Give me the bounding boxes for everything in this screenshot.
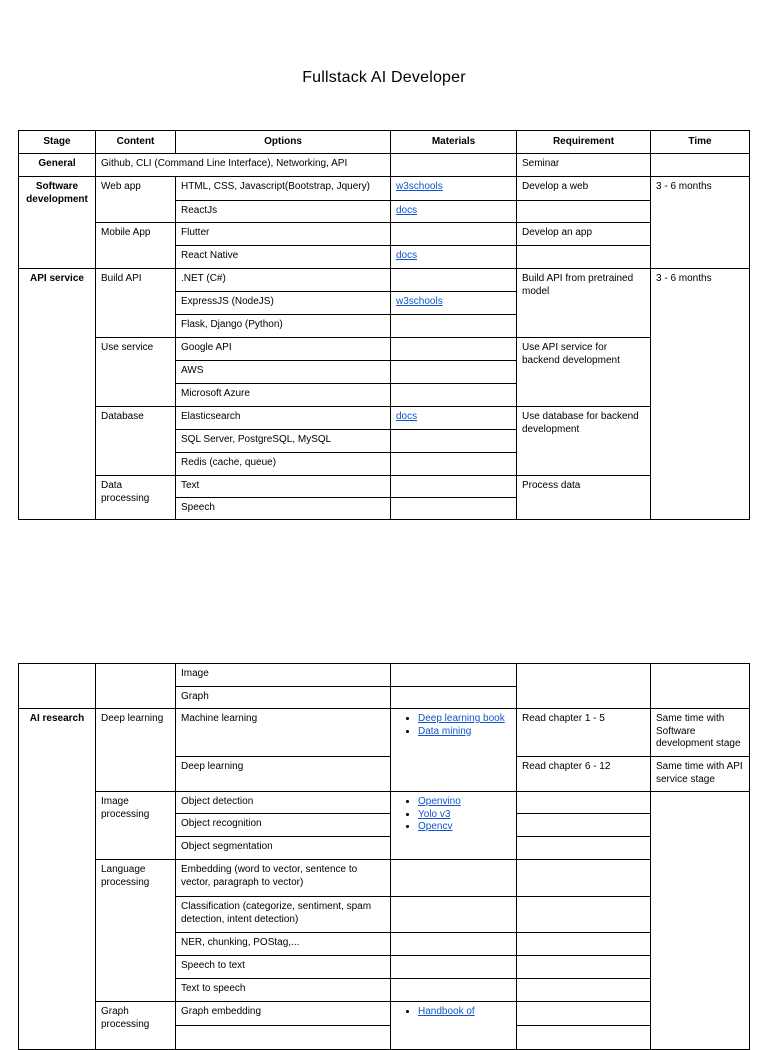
requirement-cell [517, 897, 651, 933]
option-cell: ExpressJS (NodeJS) [176, 292, 391, 315]
roadmap-table-page-2 [18, 663, 750, 1050]
table-row [19, 269, 750, 292]
header-materials: Materials [391, 131, 517, 154]
materials-cell [391, 246, 517, 269]
option-cell [176, 1026, 391, 1050]
table-row [19, 407, 750, 430]
openvino-link[interactable]: Openvino [418, 796, 461, 807]
option-cell: Object recognition [176, 814, 391, 837]
table-row [19, 177, 750, 201]
materials-cell [391, 453, 517, 476]
option-cell: Speech to text [176, 956, 391, 979]
requirement-web-app: Develop a web [517, 177, 651, 201]
content-mobile-app: Mobile App [96, 223, 176, 269]
requirement-cell: Read chapter 1 - 5 [517, 709, 651, 757]
option-cell: HTML, CSS, Javascript(Bootstrap, Jquery) [176, 177, 391, 201]
materials-cell [391, 292, 517, 315]
option-cell: Redis (cache, queue) [176, 453, 391, 476]
content-language-processing: Language processing [96, 860, 176, 1002]
table-row [19, 154, 750, 177]
option-cell: Microsoft Azure [176, 384, 391, 407]
option-cell: Deep learning [176, 757, 391, 792]
materials-cell [391, 384, 517, 407]
table-header-row [19, 131, 750, 154]
requirement-cell [517, 1002, 651, 1026]
option-cell: ReactJs [176, 201, 391, 223]
materials-cell [391, 223, 517, 246]
materials-cell [391, 979, 517, 1002]
requirement-mobile-app: Develop an app [517, 223, 651, 246]
handbook-link[interactable]: Handbook of [418, 1006, 475, 1017]
content-data-processing: Data processing [96, 476, 176, 520]
docs-link[interactable]: docs [396, 250, 418, 261]
requirement-cell [517, 837, 651, 860]
materials-image-processing [391, 792, 517, 860]
materials-list [396, 796, 511, 834]
option-cell: SQL Server, PostgreSQL, MySQL [176, 430, 391, 453]
requirement-cell [517, 1026, 651, 1050]
docs-link[interactable]: docs [396, 411, 418, 422]
requirement-cell [517, 956, 651, 979]
materials-cell [391, 956, 517, 979]
option-cell: Speech [176, 498, 391, 520]
option-cell: Graph [176, 687, 391, 709]
content-cell [96, 664, 176, 709]
table-row [19, 860, 750, 897]
option-cell: Flutter [176, 223, 391, 246]
header-content: Content [96, 131, 176, 154]
yolo-v3-link[interactable]: Yolo v3 [418, 808, 451, 820]
requirement-cell [517, 201, 651, 223]
materials-cell [391, 315, 517, 338]
deep-learning-book-link[interactable]: Deep learning book [418, 713, 505, 724]
content-web-app: Web app [96, 177, 176, 223]
content-build-api: Build API [96, 269, 176, 338]
requirement-cell [517, 979, 651, 1002]
table-row [19, 338, 750, 361]
materials-cell [391, 476, 517, 498]
requirement-general: Seminar [517, 154, 651, 177]
stage-general: General [19, 154, 96, 177]
requirement-database: Use database for backend development [517, 407, 651, 476]
stage-ai-research: AI research [19, 709, 96, 1050]
list-item [418, 1006, 511, 1019]
option-cell: Classification (categorize, sentiment, spam detection, intent detection) [176, 897, 391, 933]
requirement-cell [517, 933, 651, 956]
header-options: Options [176, 131, 391, 154]
table-row [19, 223, 750, 246]
materials-cell [391, 430, 517, 453]
option-cell: React Native [176, 246, 391, 269]
time-cell: Same time with API service stage [651, 757, 750, 792]
general-content: Github, CLI (Command Line Interface), Networking, API [96, 154, 391, 177]
docs-link[interactable]: docs [396, 205, 418, 216]
content-image-processing: Image processing [96, 792, 176, 860]
option-cell: Text [176, 476, 391, 498]
materials-cell [391, 361, 517, 384]
option-cell: NER, chunking, POStag,... [176, 933, 391, 956]
content-use-service: Use service [96, 338, 176, 407]
stage-api-service: API service [19, 269, 96, 520]
document-title: Fullstack AI Developer [302, 69, 466, 86]
option-cell: Graph embedding [176, 1002, 391, 1026]
time-api: 3 - 6 months [651, 269, 750, 520]
materials-cell [391, 201, 517, 223]
requirement-cell: Read chapter 6 - 12 [517, 757, 651, 792]
option-cell: Machine learning [176, 709, 391, 757]
table-row [19, 1002, 750, 1026]
materials-cell [391, 664, 517, 687]
header-time: Time [651, 131, 750, 154]
header-requirement: Requirement [517, 131, 651, 154]
requirement-cell [517, 814, 651, 837]
table-row [19, 664, 750, 687]
option-cell: Embedding (word to vector, sentence to vector, paragraph to vector) [176, 860, 391, 897]
materials-list [396, 713, 511, 738]
time-cell: Same time with Software development stage [651, 709, 750, 757]
option-cell: Object detection [176, 792, 391, 814]
materials-cell [391, 154, 517, 177]
list-item [418, 821, 511, 834]
option-cell: AWS [176, 361, 391, 384]
list-item [418, 809, 511, 822]
time-cell [651, 792, 750, 1050]
w3schools-link[interactable]: w3schools [396, 181, 443, 192]
table-row [19, 709, 750, 757]
data-mining-link[interactable]: Data mining [418, 725, 472, 737]
w3schools-link[interactable]: w3schools [396, 296, 443, 307]
option-cell: Elasticsearch [176, 407, 391, 430]
content-deep-learning: Deep learning [96, 709, 176, 792]
list-item [418, 796, 511, 809]
requirement-data-processing: Process data [517, 476, 651, 520]
materials-cell [391, 687, 517, 709]
stage-software-development: Software development [19, 177, 96, 269]
time-cell [651, 664, 750, 709]
list-item [418, 713, 511, 726]
time-software: 3 - 6 months [651, 177, 750, 269]
materials-cell [391, 860, 517, 897]
requirement-build-api: Build API from pretrained model [517, 269, 651, 338]
list-item [418, 726, 511, 739]
materials-cell [391, 338, 517, 361]
materials-deep-learning [391, 709, 517, 792]
requirement-cell [517, 246, 651, 269]
option-cell: Image [176, 664, 391, 687]
materials-cell [391, 498, 517, 520]
requirement-cell [517, 664, 651, 709]
content-database: Database [96, 407, 176, 476]
materials-graph-processing [391, 1002, 517, 1050]
opencv-link[interactable]: Opencv [418, 821, 453, 832]
materials-cell [391, 269, 517, 292]
option-cell: Google API [176, 338, 391, 361]
time-cell [651, 154, 750, 177]
content-graph-processing: Graph processing [96, 1002, 176, 1050]
roadmap-table-page-1 [18, 130, 750, 520]
option-cell: Flask, Django (Python) [176, 315, 391, 338]
table-row [19, 476, 750, 498]
requirement-use-service: Use API service for backend development [517, 338, 651, 407]
materials-cell [391, 933, 517, 956]
requirement-cell [517, 792, 651, 814]
stage-cell [19, 664, 96, 709]
materials-cell [391, 897, 517, 933]
requirement-cell [517, 860, 651, 897]
option-cell: Object segmentation [176, 837, 391, 860]
header-stage: Stage [19, 131, 96, 154]
table-row [19, 792, 750, 814]
option-cell: Text to speech [176, 979, 391, 1002]
option-cell: .NET (C#) [176, 269, 391, 292]
materials-cell [391, 407, 517, 430]
materials-cell [391, 177, 517, 201]
materials-list [396, 1006, 511, 1019]
